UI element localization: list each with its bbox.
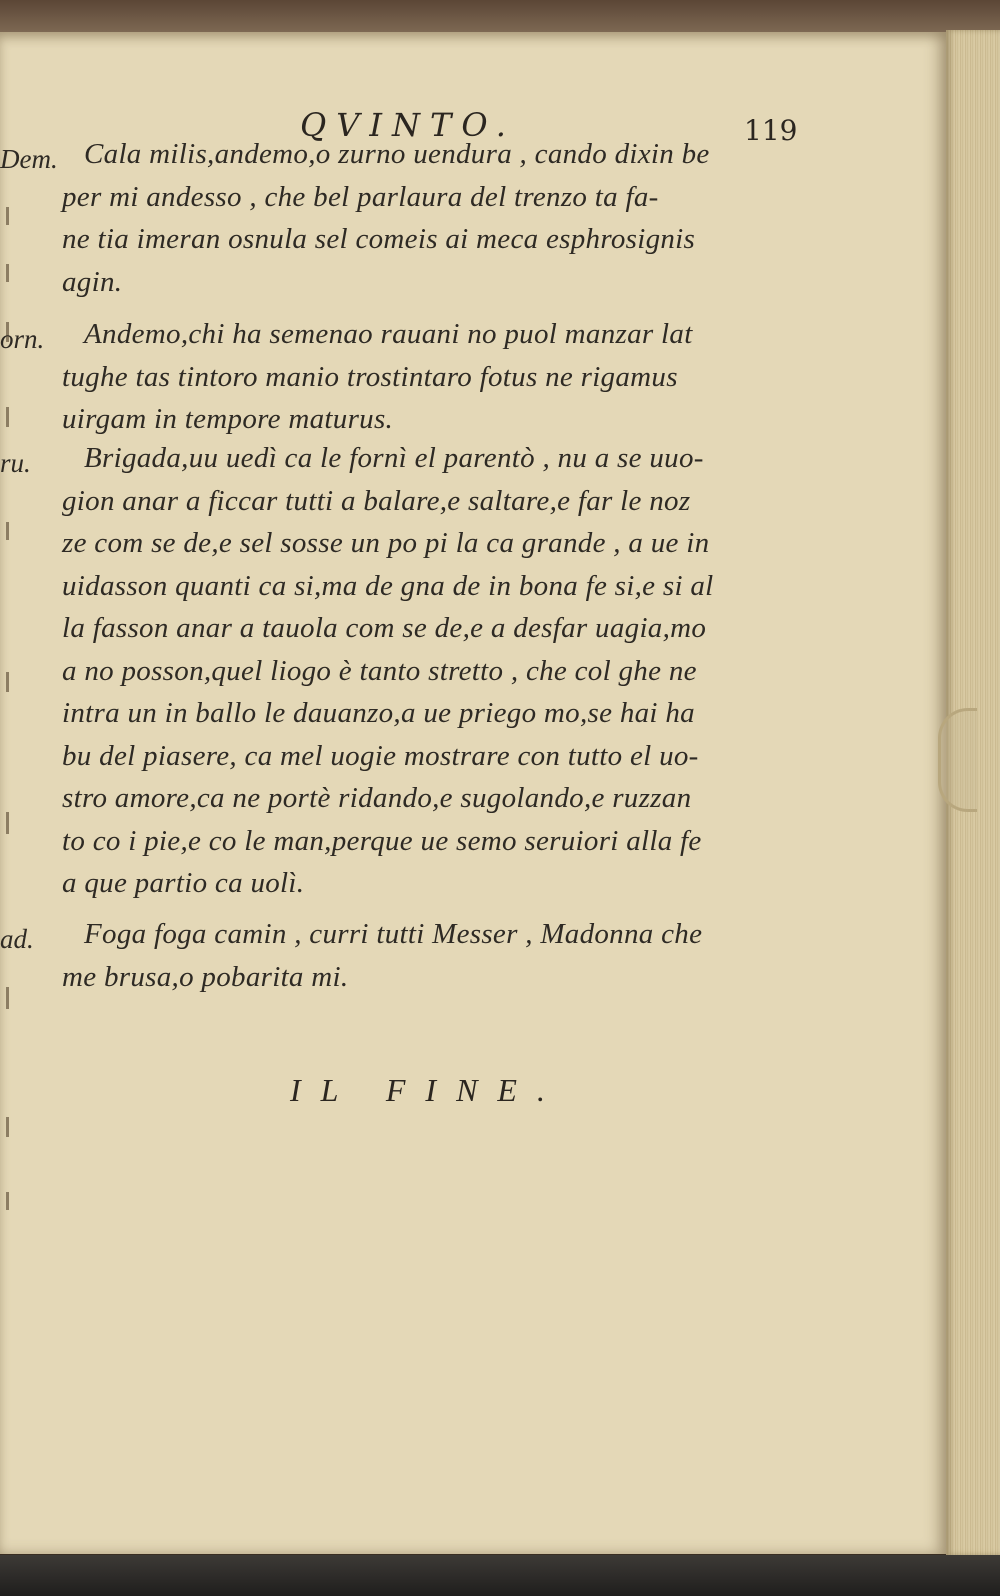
text-line: stro amore,ca ne portè ridando,e sugolando,e ruzzan xyxy=(62,782,692,814)
text-line: tughe tas tintoro manio trostintaro fotus ne rigamus xyxy=(62,360,678,393)
margin-mark xyxy=(6,1117,9,1137)
text-line: la fasson anar a tauola com se de,e a desfar uagia,mo xyxy=(62,612,707,644)
text-line: a no posson,quel liogo è tanto stretto , che col ghe ne xyxy=(62,654,697,687)
text-line: agin. xyxy=(62,265,123,298)
text-line: uidasson quanti ca si,ma de gna de in bona fe si,e si al xyxy=(62,569,714,602)
margin-mark xyxy=(6,672,9,692)
text-line: Foga foga camin , curri tutti Messer , Madonna che xyxy=(84,918,703,950)
text-line: me brusa,o pobarita mi. xyxy=(62,960,349,993)
speaker-label: Dem. xyxy=(0,144,58,174)
speaker-label: ru. xyxy=(0,448,31,478)
margin-mark xyxy=(6,407,9,427)
book-cover-bottom xyxy=(0,1555,1000,1596)
margin-mark xyxy=(6,522,9,540)
book-clasp xyxy=(938,708,977,812)
margin-mark xyxy=(6,987,9,1009)
text-line: Andemo,chi ha semenao rauani no puol manzar lat xyxy=(84,318,693,350)
margin-mark xyxy=(6,1192,9,1210)
margin-mark xyxy=(6,207,9,225)
running-head: QVINTO. xyxy=(300,106,516,144)
text-line: per mi andesso , che bel parlaura del trenzo ta fa- xyxy=(62,180,659,213)
text-line: intra un in ballo le dauanzo,a ue priego mo,se hai ha xyxy=(62,697,695,729)
text-line: to co i pie,e co le man,perque ue semo seruiori alla fe xyxy=(62,824,702,857)
page-number: 119 xyxy=(744,114,798,147)
speaker-label: orn. xyxy=(0,324,45,354)
text-line: a que partio ca uolì. xyxy=(62,867,305,899)
text-line: uirgam in tempore maturus. xyxy=(62,403,394,435)
text-line: Brigada,uu uedì ca le fornì el parentò , nu a se uuo- xyxy=(84,442,704,474)
text-line: ne tia imeran osnula sel comeis ai meca esphrosignis xyxy=(62,223,696,255)
text-line: bu del piasere, ca mel uogie mostrare con tutto el uo- xyxy=(62,739,699,772)
margin-mark xyxy=(6,264,9,282)
colophon: IL FINE. xyxy=(290,1072,565,1108)
text-line: ze com se de,e sel sosse un po pi la ca grande , a ue in xyxy=(62,527,710,559)
text-line: Cala milis,andemo,o zurno uendura , cando dixin be xyxy=(84,138,710,170)
speaker-label: ad. xyxy=(0,924,34,954)
text-line: gion anar a ficcar tutti a balare,e saltare,e far le noz xyxy=(62,484,691,517)
margin-mark xyxy=(6,812,9,834)
